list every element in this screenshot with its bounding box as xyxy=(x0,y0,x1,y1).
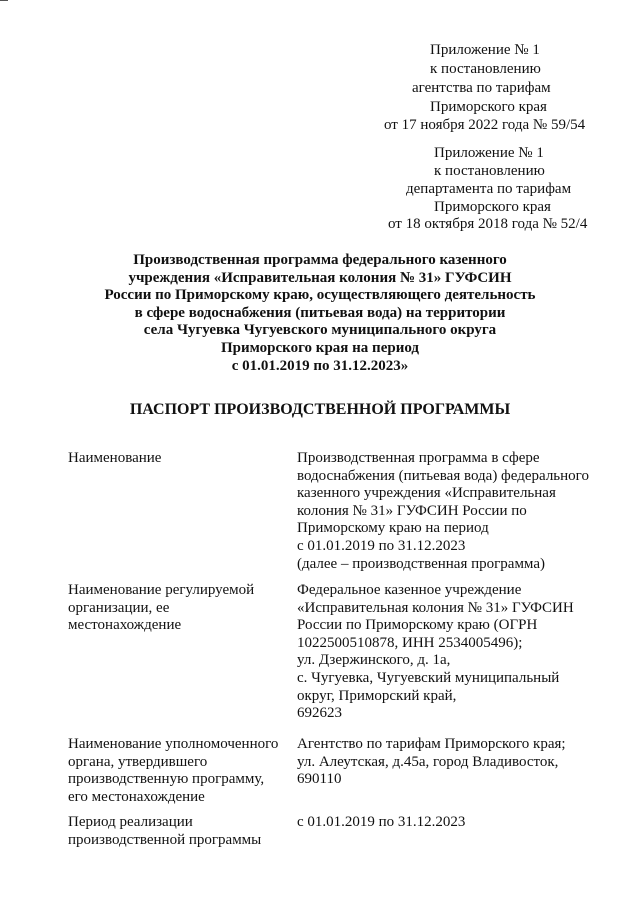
label-line: производственную программу, xyxy=(68,771,265,787)
label-line: Наименование уполномоченного xyxy=(68,736,279,752)
appendix-2-line-4: Приморского края xyxy=(434,199,551,215)
value-line: Федеральное казенное учреждение xyxy=(297,582,522,598)
value-line: с 01.01.2019 по 31.12.2023 xyxy=(297,814,466,830)
label-line: производственной программы xyxy=(68,831,262,848)
appendix-2-line-1: Приложение № 1 xyxy=(434,145,544,161)
value-line: Агентство по тарифам Приморского края; xyxy=(297,736,566,752)
value-line: с. Чугуевка, Чугуевский муниципальный xyxy=(297,669,560,686)
appendix-1-line-1: Приложение № 1 xyxy=(430,42,540,58)
label-line: Наименование регулируемой xyxy=(68,582,255,598)
appendix-2-line-3: департамента по тарифам xyxy=(406,181,572,197)
document-title xyxy=(0,252,640,375)
title-line: села Чугуевка Чугуевского муниципального округа xyxy=(143,322,497,339)
appendix-2-line-5: от 18 октября 2018 года № 52/4 xyxy=(388,216,588,232)
label-line: Наименование xyxy=(68,450,162,466)
row-2-label xyxy=(68,582,254,635)
appendix-1-line-5: от 17 ноября 2022 года № 59/54 xyxy=(384,117,586,133)
value-line: 690110 xyxy=(297,771,342,788)
title-line: России по Приморскому краю, осуществляющего деятельность xyxy=(104,287,536,304)
title-line: в сфере водоснабжения (питьевая вода) на территории xyxy=(134,304,506,321)
row-1-label xyxy=(68,450,161,468)
row-4-label xyxy=(68,814,261,849)
label-line: Период реализации xyxy=(68,814,193,830)
title-line: Приморского края на период xyxy=(221,339,419,356)
title-line: учреждения «Исправительная колония № 31» ГУФСИН xyxy=(128,269,512,286)
label-line: организации, ее xyxy=(68,599,170,616)
appendix-1-line-2: к постановлению xyxy=(430,61,541,77)
row-4-value xyxy=(297,814,465,832)
value-line: «Исправительная колония № 31» ГУФСИН xyxy=(297,599,574,616)
value-line: колония № 31» ГУФСИН России по xyxy=(297,502,527,519)
label-line: его местонахождение xyxy=(68,788,205,805)
title-line: с 01.01.2019 по 31.12.2023» xyxy=(231,357,409,374)
value-line: Производственная программа в сфере xyxy=(297,450,540,466)
row-3-label xyxy=(68,736,278,806)
value-line: (далее – производственная программа) xyxy=(297,555,545,572)
value-line: с 01.01.2019 по 31.12.2023 xyxy=(297,537,466,554)
label-line: местонахождение xyxy=(68,617,182,633)
appendix-1-line-3: агентства по тарифам xyxy=(412,80,551,96)
row-2-value xyxy=(297,582,574,723)
value-line: водоснабжения (питьевая вода) федерального xyxy=(297,467,589,484)
scan-corner-mark xyxy=(0,0,8,1)
value-line: Приморскому краю на период xyxy=(297,520,489,537)
passport-heading: ПАСПОРТ ПРОИЗВОДСТВЕННОЙ ПРОГРАММЫ xyxy=(129,401,511,418)
value-line: казенного учреждения «Исправительная xyxy=(297,485,556,502)
value-line: ул. Дзержинского, д. 1а, xyxy=(297,652,451,669)
appendix-2-line-2: к постановлению xyxy=(434,163,545,179)
value-line: ул. Алеутская, д.45а, город Владивосток, xyxy=(297,753,559,770)
title-line: Производственная программа федерального казенного xyxy=(133,252,507,268)
value-line: округ, Приморский край, xyxy=(297,687,457,704)
value-line: 692623 xyxy=(297,705,342,722)
value-line: России по Приморскому краю (ОГРН xyxy=(297,617,538,634)
appendix-1-line-4: Приморского края xyxy=(430,99,547,115)
row-3-value xyxy=(297,736,566,789)
value-line: 1022500510878, ИНН 2534005496); xyxy=(297,634,523,651)
row-1-value xyxy=(297,450,589,573)
label-line: органа, утвердившего xyxy=(68,753,208,770)
